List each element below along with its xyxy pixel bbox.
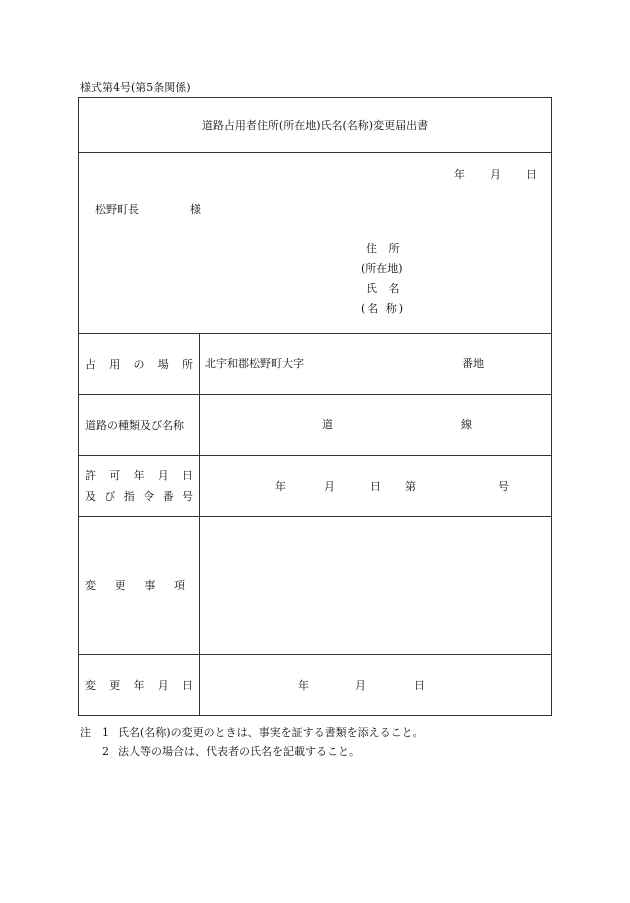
title-label: (名 称)	[361, 302, 406, 315]
date-day-label: 日	[526, 168, 537, 181]
address-label: 住 所	[366, 242, 404, 255]
form-number: 様式第4号(第5条関係)	[80, 81, 191, 94]
note-2-text: 法人等の場合は、代表者の氏名を記載すること。	[118, 745, 360, 758]
place-label: 占 用 の 場 所	[85, 357, 193, 371]
permit-day: 日	[370, 480, 381, 493]
place-suffix: 番地	[462, 357, 484, 370]
road-label-cell	[79, 394, 199, 455]
line-mark: 線	[461, 418, 472, 431]
note-2-number: 2	[102, 745, 109, 758]
road-label: 道路の種類及び名称	[85, 418, 184, 432]
change-date-label: 変 更 年 月 日	[85, 678, 193, 692]
date-year-label: 年	[454, 168, 465, 181]
change-items-label-cell	[79, 516, 199, 654]
place-label-cell	[79, 333, 199, 394]
permit-gou: 号	[498, 480, 509, 493]
change-items-label: 変 更 事 項	[85, 579, 185, 592]
permit-label-cell	[79, 455, 199, 516]
addressee-honorific: 様	[190, 203, 201, 216]
note-1-number: 1	[102, 726, 109, 739]
column-divider	[199, 333, 200, 715]
form-frame	[78, 97, 552, 716]
change-date-label-cell	[79, 654, 199, 715]
notes-prefix: 注	[80, 726, 91, 739]
permit-month: 月	[324, 480, 335, 493]
permit-year: 年	[275, 480, 286, 493]
permit-label-line1: 許 可 年 月 日	[85, 469, 193, 482]
place-prefix: 北宇和郡松野町大字	[205, 357, 304, 370]
permit-dai: 第	[405, 480, 416, 493]
road-mark: 道	[322, 418, 333, 431]
document-title: 道路占用者住所(所在地)氏名(名称)変更届出書	[201, 119, 429, 132]
name-label: 氏 名	[366, 282, 404, 295]
change-month: 月	[355, 679, 366, 692]
location-label: (所在地)	[361, 262, 403, 275]
permit-label-line2: 及 び 指 令 番 号	[85, 490, 193, 503]
divider	[79, 152, 551, 153]
date-month-label: 月	[490, 168, 501, 181]
note-1-text: 氏名(名称)の変更のときは、事実を証する書類を添えること。	[118, 726, 424, 739]
change-year: 年	[298, 679, 309, 692]
addressee-name: 松野町長	[95, 203, 139, 216]
change-day: 日	[414, 679, 425, 692]
